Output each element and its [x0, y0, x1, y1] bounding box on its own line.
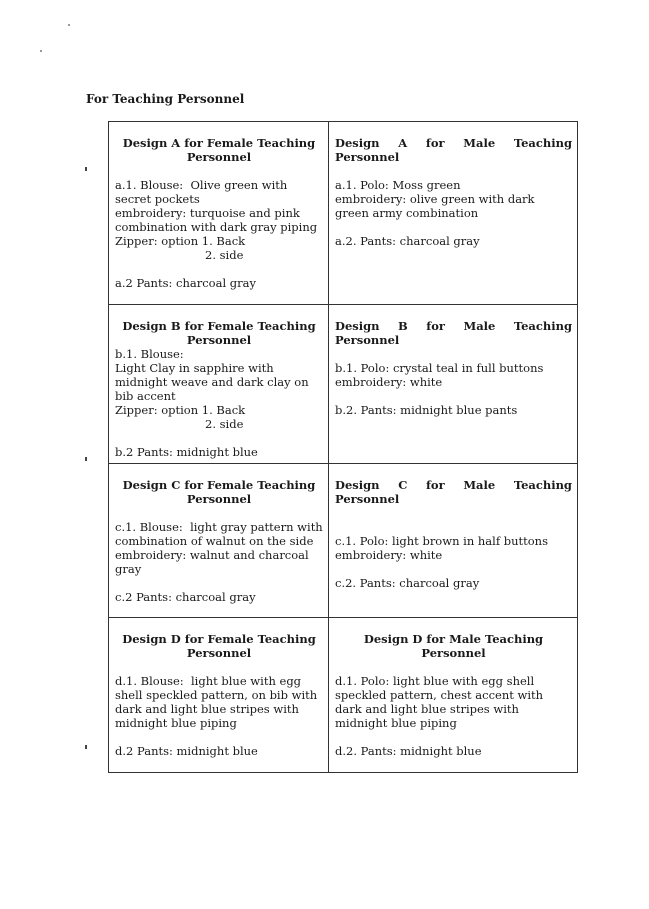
cell-heading: Design D for Female Teaching Personnel: [122, 632, 316, 660]
cell-line: Zipper: option 1. Back: [115, 403, 246, 417]
cell-heading: Design A for Female Teaching Personnel: [122, 136, 316, 164]
pants-line: c.2 Pants: charcoal gray: [115, 590, 256, 604]
female-design-cell: [109, 618, 329, 773]
pants-line: c.2. Pants: charcoal gray: [335, 576, 480, 590]
pants-line: d.2 Pants: midnight blue: [115, 744, 258, 758]
pants-line: b.2 Pants: midnight blue: [115, 445, 258, 459]
cell-line: d.1. Blouse: light blue with egg shell speckled pattern, on bib with dark and light blue stripes with midnight blue piping: [115, 674, 321, 730]
cell-line: embroidery: white: [335, 375, 443, 389]
male-design-cell: [329, 305, 578, 464]
cell-line: 2. side: [205, 248, 244, 262]
cell-line: c.1. Blouse: light gray pattern with combination of walnut on the side: [115, 520, 327, 548]
table-row: [109, 618, 578, 773]
female-design-cell: [109, 464, 329, 618]
cell-line: d.1. Polo: light blue with egg shell speckled pattern, chest accent with dark and light blue stripes with midnight blue piping: [335, 674, 547, 730]
margin-mark: [85, 167, 87, 171]
female-design-cell: [109, 305, 329, 464]
cell-heading: Design D for Male Teaching Personnel: [363, 632, 544, 660]
cell-line: embroidery: turquoise and pink combination with dark gray piping: [115, 206, 318, 234]
table-row: [109, 305, 578, 464]
uniform-design-table: [108, 121, 578, 773]
scan-speck: [68, 24, 70, 26]
cell-line: Light Clay in sapphire with midnight weave and dark clay on bib accent: [115, 361, 313, 403]
cell-heading: Design A for Male Teaching Personnel: [335, 136, 572, 164]
cell-line: a.1. Blouse: Olive green with secret pockets: [115, 178, 291, 206]
male-design-cell: [329, 464, 578, 618]
cell-heading: Design B for Female Teaching Personnel: [122, 319, 316, 347]
cell-heading: Design C for Male Teaching Personnel: [335, 478, 572, 506]
cell-line: a.1. Polo: Moss green: [335, 178, 461, 192]
cell-line: embroidery: olive green with dark green army combination: [335, 192, 539, 220]
cell-heading: Design B for Male Teaching Personnel: [335, 319, 572, 347]
table-row: [109, 122, 578, 305]
male-design-cell: [329, 618, 578, 773]
cell-line: b.1. Blouse:: [115, 347, 184, 361]
scan-speck: [40, 50, 42, 52]
pants-line: d.2. Pants: midnight blue: [335, 744, 482, 758]
cell-line: Zipper: option 1. Back: [115, 234, 246, 248]
cell-line: 2. side: [205, 417, 244, 431]
cell-heading: Design C for Female Teaching Personnel: [122, 478, 316, 506]
margin-mark: [85, 745, 87, 749]
margin-mark: [85, 457, 87, 461]
cell-line: b.1. Polo: crystal teal in full buttons: [335, 361, 544, 375]
table-row: [109, 464, 578, 618]
cell-line: embroidery: walnut and charcoal gray: [115, 548, 313, 576]
pants-line: b.2. Pants: midnight blue pants: [335, 403, 518, 417]
female-design-cell: [109, 122, 329, 305]
male-design-cell: [329, 122, 578, 305]
pants-line: a.2 Pants: charcoal gray: [115, 276, 256, 290]
cell-line: c.1. Polo: light brown in half buttons: [335, 534, 548, 548]
pants-line: a.2. Pants: charcoal gray: [335, 234, 480, 248]
cell-line: embroidery: white: [335, 548, 443, 562]
section-title: For Teaching Personnel: [86, 92, 245, 106]
